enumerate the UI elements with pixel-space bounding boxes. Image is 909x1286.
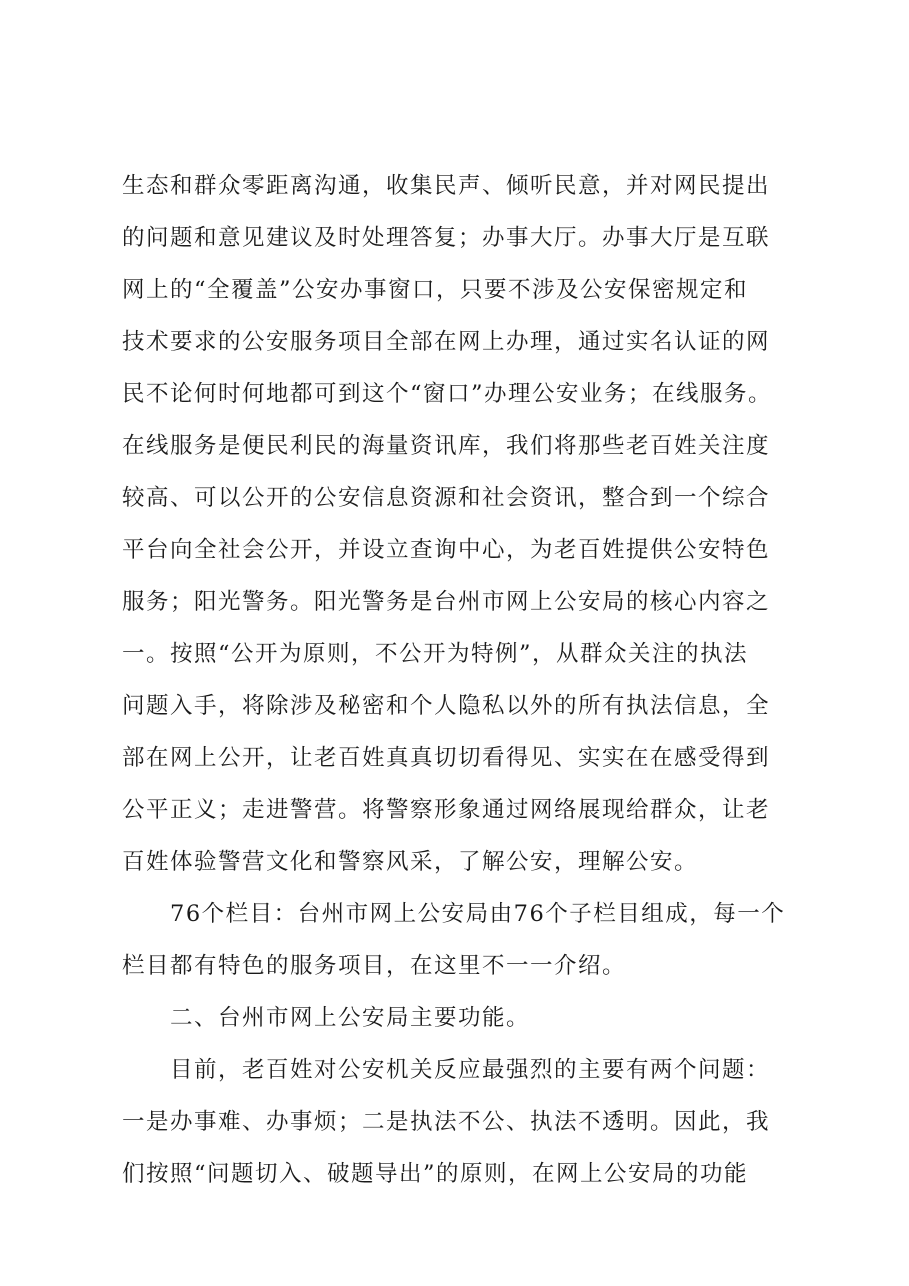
text-line: 技术要求的公安服务项目全部在网上办理，通过实名认证的网 <box>122 329 771 355</box>
text-line: 民不论何时何地都可到这个“窗口”办理公安业务；在线服务。 <box>122 381 773 407</box>
text-line: 生态和群众零距离沟通，收集民声、倾听民意，并对网民提出 <box>122 173 771 199</box>
text-line: 们按照“问题切入、破题导出”的原则，在网上公安局的功能 <box>122 1161 749 1187</box>
text-line: 一是办事难、办事烦；二是执法不公、执法不透明。因此，我 <box>122 1109 771 1135</box>
text-line: 网上的“全覆盖”公安办事窗口，只要不涉及公安保密规定和 <box>122 277 749 303</box>
body-text <box>122 160 802 1200</box>
text-line: 一。按照“公开为原则，不公开为特例”，从群众关注的执法 <box>122 641 749 667</box>
text-line: 问题入手，将除涉及秘密和个人隐私以外的所有执法信息，全 <box>122 693 771 719</box>
text-line: 服务；阳光警务。阳光警务是台州市网上公安局的核心内容之 <box>122 589 771 615</box>
text-line: 栏目都有特色的服务项目，在这里不一一介绍。 <box>122 953 627 979</box>
text-line: 的问题和意见建议及时处理答复；办事大厅。办事大厅是互联 <box>122 225 771 251</box>
text-line: 部在网上公开，让老百姓真真切切看得见、实实在在感受得到 <box>122 745 771 771</box>
text-line: 公平正义；走进警营。将警察形象通过网络展现给群众，让老 <box>122 797 771 823</box>
text-line: 平台向全社会公开，并设立查询中心，为老百姓提供公安特色 <box>122 537 771 563</box>
text-line: 76个栏目：台州市网上公安局由76个子栏目组成，每一个 <box>170 901 786 927</box>
text-line: 在线服务是便民利民的海量资讯库，我们将那些老百姓关注度 <box>122 433 771 459</box>
text-line: 百姓体验警营文化和警察风采，了解公安，理解公安。 <box>122 849 699 875</box>
text-line: 较高、可以公开的公安信息资源和社会资讯，整合到一个综合 <box>122 485 771 511</box>
text-line: 二、台州市网上公安局主要功能。 <box>170 1005 531 1031</box>
text-line: 目前，老百姓对公安机关反应最强烈的主要有两个问题： <box>170 1057 771 1083</box>
